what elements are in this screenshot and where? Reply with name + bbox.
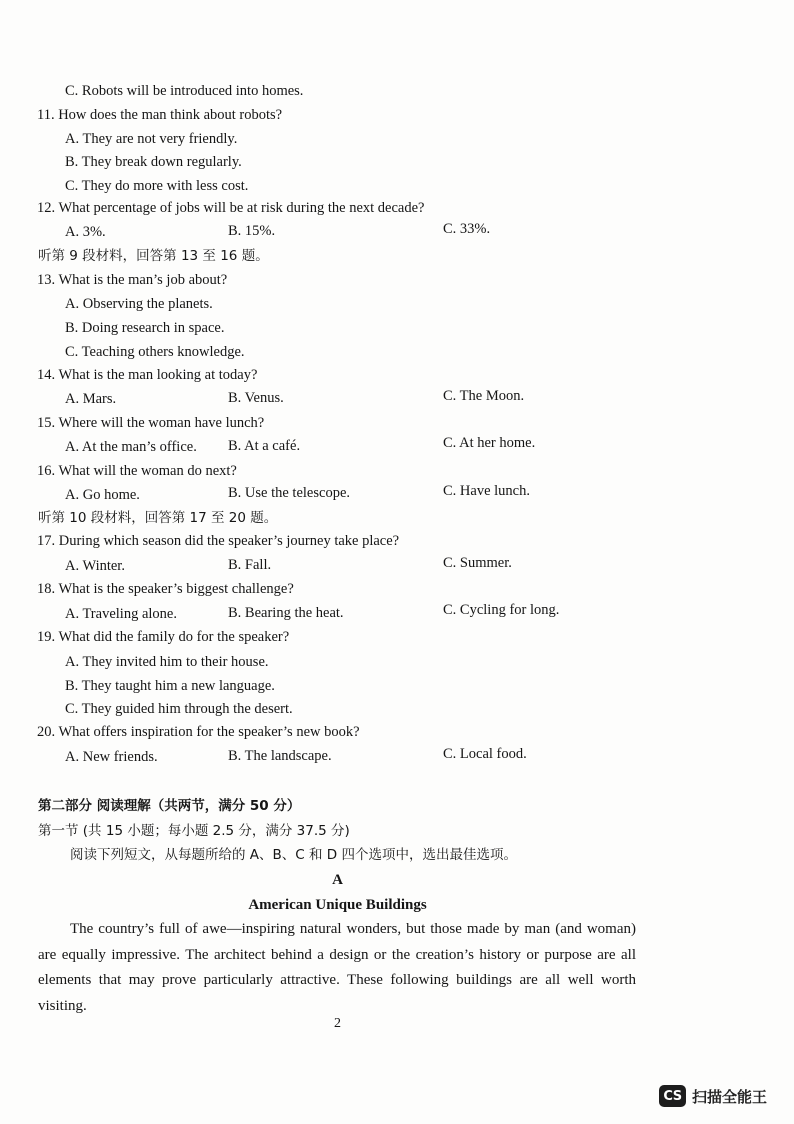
option-line: C. The Moon. (443, 388, 525, 404)
instruction-line: 听第 10 段材料，回答第 17 至 20 题。 (38, 510, 278, 526)
passage-paragraph: The country’s full of awe—inspiring natural wonders, but those made by man (and woman) are equally impressive. The architect behind a design or the creation’s history or purpose are all elements that may prove particularly attractive. These following buildings are all well worth visiting. (38, 921, 636, 1014)
option-line: C. They do more with less cost. (65, 178, 249, 194)
option-line: C. Robots will be introduced into homes. (65, 83, 304, 99)
option-line: C. Local food. (443, 746, 527, 762)
question-line: 11. How does the man think about robots? (37, 107, 283, 123)
option-line: B. They taught him a new language. (65, 678, 275, 694)
option-line: A. Mars. (65, 391, 117, 407)
option-line: A. Winter. (65, 558, 125, 574)
option-line: C. 33%. (443, 221, 491, 237)
option-line: C. Summer. (443, 555, 512, 571)
question-line: 19. What did the family do for the speaker? (37, 629, 290, 645)
page-number: 2 (334, 1016, 341, 1031)
option-line: C. At her home. (443, 435, 536, 451)
instruction-line: 阅读下列短文，从每题所给的 A、B、C 和 D 四个选项中，选出最佳选项。 (70, 847, 517, 863)
section-letter: A (332, 872, 343, 888)
instruction-line: 第一节 (共 15 小题；每小题 2.5 分，满分 37.5 分) (38, 823, 350, 839)
option-line: A. Go home. (65, 487, 140, 503)
question-line: 16. What will the woman do next? (37, 463, 237, 479)
option-line: C. They guided him through the desert. (65, 701, 293, 717)
section-heading: 第二部分 阅读理解（共两节，满分 50 分） (38, 798, 301, 814)
option-line: A. Traveling alone. (65, 606, 177, 622)
option-line: B. Use the telescope. (228, 485, 351, 501)
passage-title: American Unique Buildings (248, 897, 427, 913)
option-line: C. Cycling for long. (443, 602, 560, 618)
option-line: A. 3%. (65, 224, 106, 240)
option-line: B. 15%. (228, 223, 276, 239)
option-line: B. Fall. (228, 557, 272, 573)
option-line: B. They break down regularly. (65, 154, 242, 170)
option-line: B. At a café. (228, 438, 301, 454)
question-line: 15. Where will the woman have lunch? (37, 415, 265, 431)
instruction-line: 听第 9 段材料，回答第 13 至 16 题。 (38, 248, 269, 264)
option-line: C. Teaching others knowledge. (65, 344, 245, 360)
option-line: A. New friends. (65, 749, 158, 765)
option-line: B. The landscape. (228, 748, 332, 764)
option-line: B. Doing research in space. (65, 320, 225, 336)
camscanner-label: 扫描全能王 (692, 1087, 768, 1106)
camscanner-logo-icon: CS (659, 1085, 686, 1107)
option-line: C. Have lunch. (443, 483, 530, 499)
option-line: A. They are not very friendly. (65, 131, 238, 147)
option-line: A. Observing the planets. (65, 296, 213, 312)
question-line: 14. What is the man looking at today? (37, 367, 258, 383)
question-line: 17. During which season did the speaker’s journey take place? (37, 533, 400, 549)
question-line: 18. What is the speaker’s biggest challenge? (37, 581, 294, 597)
option-line: B. Venus. (228, 390, 284, 406)
question-line: 12. What percentage of jobs will be at risk during the next decade? (37, 200, 425, 216)
scanner-watermark (659, 1085, 767, 1107)
question-line: 13. What is the man’s job about? (37, 272, 228, 288)
option-line: A. They invited him to their house. (65, 654, 269, 670)
question-line: 20. What offers inspiration for the speaker’s new book? (37, 724, 360, 740)
option-line: A. At the man’s office. (65, 439, 197, 455)
option-line: B. Bearing the heat. (228, 605, 344, 621)
